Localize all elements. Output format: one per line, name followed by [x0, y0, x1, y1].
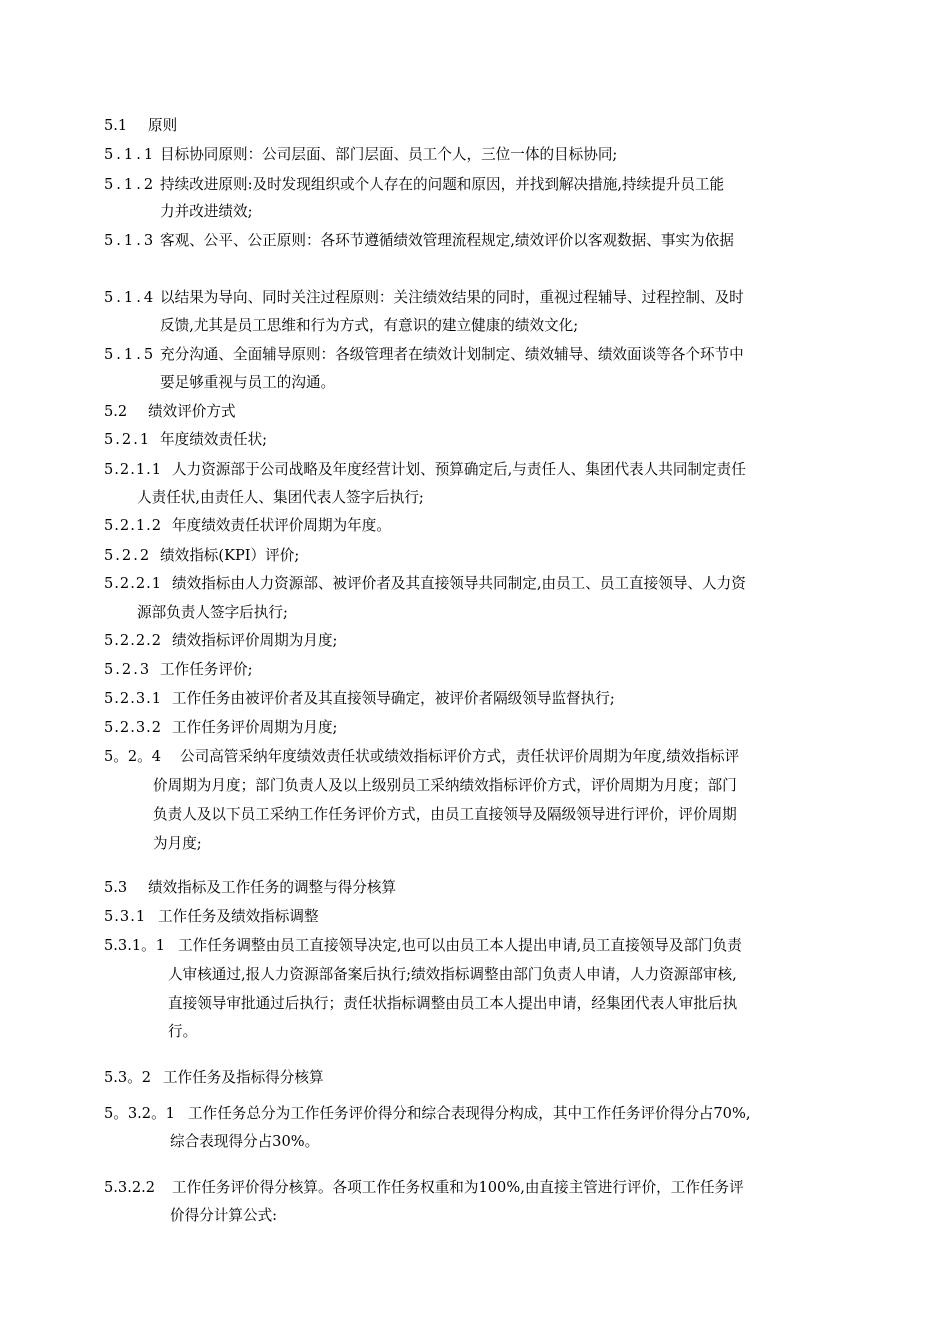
section-title: 绩效指标及工作任务的调整与得分核算	[148, 879, 397, 896]
clause-number: 5.3.1。1	[104, 937, 166, 954]
clause-number: 5.2.3	[104, 661, 152, 678]
clause-text: 以结果为导向、同时关注过程原则：关注绩效结果的同时，重视过程辅导、过程控制、及时	[160, 289, 744, 306]
section-title: 原则	[148, 117, 178, 134]
clause-text-continued: 价得分计算公式:	[170, 1207, 278, 1224]
clause-text: 客观、公平、公正原则：各环节遵循绩效管理流程规定,绩效评价以客观数据、事实为依据	[160, 232, 734, 249]
clause-number: 5.1.2	[104, 176, 157, 193]
section-number: 5.1	[104, 117, 128, 134]
clause-text-continued: 负责人及以下员工采纳工作任务评价方式，由员工直接领导及隔级领导进行评价，评价周期	[153, 806, 737, 823]
clause-number: 5.2.3.2	[104, 719, 163, 736]
clause-text: 年度绩效责任状评价周期为年度。	[172, 517, 391, 534]
clause-number: 5.2.3.1	[104, 690, 163, 707]
clause-number: 5.2.2.1	[104, 575, 163, 592]
clause-number: 5。3.2。1	[104, 1105, 175, 1122]
clause-text: 工作任务由被评价者及其直接领导确定，被评价者隔级领导监督执行;	[172, 690, 615, 707]
clause-number: 5.2.2.2	[104, 632, 163, 649]
clause-text: 工作任务评价周期为月度;	[172, 719, 338, 736]
clause-number: 5.1.5	[104, 346, 157, 363]
clause-text: 目标协同原则：公司层面、部门层面、员工个人，三位一体的目标协同;	[160, 146, 618, 163]
clause-text-continued: 要足够重视与员工的沟通。	[160, 374, 336, 391]
clause-text-continued: 人审核通过,报人力资源部备案后执行;绩效指标调整由部门负责人申请，人力资源部审核,	[168, 966, 737, 983]
clause-text: 绩效指标评价周期为月度;	[172, 632, 338, 649]
clause-text: 充分沟通、全面辅导原则：各级管理者在绩效计划制定、绩效辅导、绩效面谈等各个环节中	[160, 346, 744, 363]
clause-number: 5.1.1	[104, 146, 157, 163]
clause-number: 5.3.1	[104, 908, 147, 925]
clause-text-continued: 为月度;	[153, 835, 202, 852]
clause-text: 工作任务评价;	[160, 661, 253, 678]
clause-text: 工作任务调整由员工直接领导决定,也可以由员工本人提出申请,员工直接领导及部门负责	[178, 937, 742, 954]
clause-text: 公司高管采纳年度绩效责任状或绩效指标评价方式，责任状评价周期为年度,绩效指标评	[180, 748, 740, 765]
clause-text: 工作任务评价得分核算。各项工作任务权重和为100%,由直接主管进行评价，工作任务评	[172, 1179, 744, 1196]
clause-number: 5.3。2	[104, 1069, 152, 1086]
clause-text-continued: 综合表现得分占30%。	[170, 1133, 320, 1150]
clause-number: 5.1.4	[104, 289, 157, 306]
clause-number: 5.3.2.2	[104, 1179, 156, 1196]
clause-text: 年度绩效责任状;	[160, 431, 268, 448]
clause-text: 工作任务及指标得分核算	[163, 1069, 324, 1086]
clause-text-continued: 源部负责人签字后执行;	[137, 604, 288, 621]
section-number: 5.2	[104, 403, 128, 420]
clause-text-continued: 价周期为月度；部门负责人及以上级别员工采纳绩效指标评价方式，评价周期为月度；部门	[153, 777, 737, 794]
clause-text-continued: 行。	[168, 1023, 198, 1040]
section-title: 绩效评价方式	[148, 403, 236, 420]
clause-text: 绩效指标由人力资源部、被评价者及其直接领导共同制定,由员工、员工直接领导、人力资	[172, 575, 746, 592]
clause-number: 5。2。4	[104, 748, 162, 765]
clause-text: 持续改进原则:及时发现组织或个人存在的问题和原因，并找到解决措施,持续提升员工能	[160, 176, 725, 193]
clause-text: 人力资源部于公司战略及年度经营计划、预算确定后,与责任人、集团代表人共同制定责任	[172, 461, 746, 478]
clause-text-continued: 反馈,尤其是员工思维和行为方式，有意识的建立健康的绩效文化;	[160, 317, 579, 334]
clause-number: 5.2.1.2	[104, 517, 163, 534]
clause-number: 5.2.1.1	[104, 461, 163, 478]
clause-number: 5.1.3	[104, 232, 157, 249]
clause-text: 工作任务总分为工作任务评价得分和综合表现得分构成，其中工作任务评价得分占70%,	[188, 1105, 751, 1122]
clause-number: 5.2.2	[104, 547, 152, 564]
clause-text-continued: 力并改进绩效;	[160, 203, 253, 220]
clause-text: 绩效指标(KPI）评价;	[160, 547, 300, 564]
clause-text: 工作任务及绩效指标调整	[158, 908, 319, 925]
clause-text-continued: 人责任状,由责任人、集团代表人签字后执行;	[137, 489, 424, 506]
section-number: 5.3	[104, 879, 128, 896]
clause-text-continued: 直接领导审批通过后执行；责任状指标调整由员工本人提出申请，经集团代表人审批后执	[168, 995, 738, 1012]
clause-number: 5.2.1	[104, 431, 152, 448]
